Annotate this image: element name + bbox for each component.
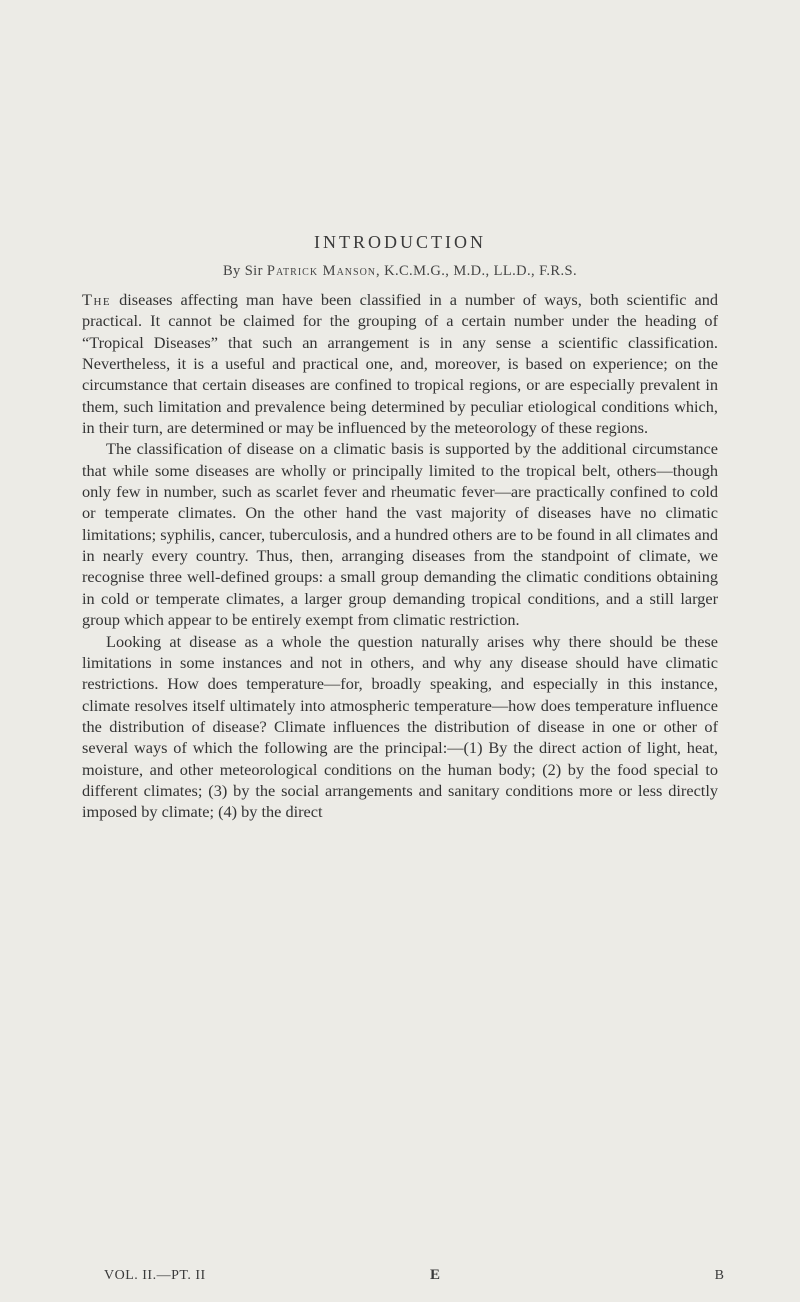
opening-word: The bbox=[82, 290, 112, 309]
body-text bbox=[82, 289, 718, 823]
signature-mark: B bbox=[714, 1268, 724, 1283]
paragraph-1 bbox=[82, 289, 718, 438]
page-title: INTRODUCTION bbox=[314, 232, 486, 252]
paragraph-2: The classification of disease on a climatic basis is supported by the additional circumstance that while some diseases are wholly or principally limited to the tropical belt, others—though only few in number, such as scarlet fever and rheumatic fever—are practically confined to cold or temperate climates. On the other hand the vast majority of diseases have no climatic limitations; syphilis, cancer, tuberculosis, and a hundred others are to be found in all climates and in nearly every country. Thus, then, arranging diseases from the standpoint of climate, we recognise three well-defined groups: a small group demanding the climatic conditions obtaining in cold or temperate climates, a larger group demanding tropical conditions, and a still larger group which appear to be entirely exempt from climatic restriction. bbox=[82, 439, 718, 630]
volume-label: VOL. II.—PT. II bbox=[104, 1268, 206, 1283]
printer-mark: E bbox=[430, 1267, 441, 1283]
paragraph-3: Looking at disease as a whole the question naturally arises why there should be these limitations in some instances and not in others, and why any disease should have climatic restrictions. How does temperature—for, broadly speaking, and especially in this instance, climate resolves itself ultimately into atmospheric temperature—how does temperature influence the distribution of disease? Climate influences the distribution of disease in one or other of several ways of which the following are the principal:—(1) By the direct action of light, heat, moisture, and other meteorological conditions on the human body; (2) by the food special to different climates; (3) by the social arrangements and sanitary conditions more or less directly imposed by climate; (4) by the direct bbox=[82, 631, 718, 822]
author-credentials: , K.C.M.G., M.D., LL.D., F.R.S. bbox=[376, 263, 578, 279]
author-byline bbox=[0, 263, 800, 280]
author-name: Patrick Manson bbox=[266, 263, 377, 279]
paragraph-1-text: diseases affecting man have been classified in a number of ways, both scientific and practical. It cannot be claimed for the grouping of a certain number under the heading of “Tropical Diseases” that such an arrangement is in any sense a scientific classification. Nevertheless, it is a useful and practical one, and, moreover, is based on experience; on the circumstance that certain diseases are confined to tropical regions, or are especially prevalent in them, such limitation and prevalence being determined by peculiar etiological conditions which, in their turn, are determined or may be influenced by the meteorology of these regions. bbox=[82, 290, 718, 438]
page-footer bbox=[104, 1268, 724, 1290]
byline-prefix: By Sir bbox=[222, 263, 267, 279]
